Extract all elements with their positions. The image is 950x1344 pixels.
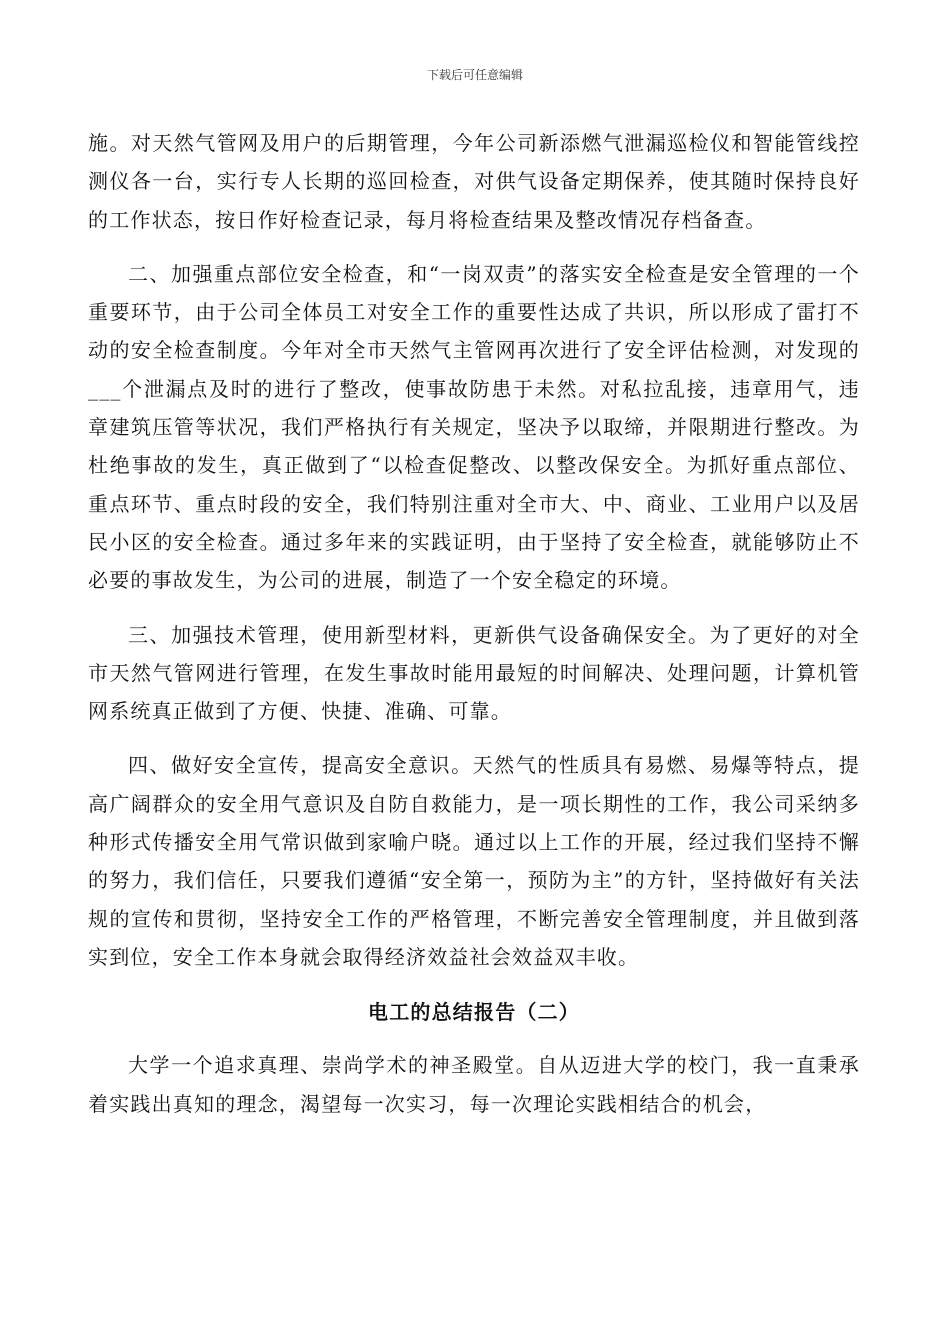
paragraph-inspection: 二、加强重点部位安全检查，和“一岗双责”的落实安全检查是安全管理的一个重要环节，由于公司全体员工对安全工作的重要性达成了共识，所以形成了雷打不动的安全检查制度。今年对全市天然气主管网再次进行了安全评估检测，对发现的___个泄漏点及时的进行了整改，使事故防患于未然。对私拉乱接，违章用气，违章建筑压管等状况，我们严格执行有关规定，坚决予以取缔，并限期进行整改。为杜绝事故的发生，真正做到了“以检查促整改、以整改保安全。为抓好重点部位、重点环节、重点时段的安全，我们特别注重对全市大、中、商业、工业用户以及居民小区的安全检查。通过多年来的实践证明，由于坚持了安全检查，就能够防止不必要的事故发生，为公司的进展，制造了一个安全稳定的环境。	[88, 261, 860, 593]
paragraph-continuation: 施。对天然气管网及用户的后期管理，今年公司新添燃气泄漏巡检仪和智能管线控测仪各一台，实行专人长期的巡回检查，对供气设备定期保养，使其随时保持良好的工作状态，按日作好检查记录，每月将检查结果及整改情况存档备查。	[88, 131, 860, 232]
paragraph-technology: 三、加强技术管理，使用新型材料，更新供气设备确保安全。为了更好的对全市天然气管网进行管理，在发生事故时能用最短的时间解决、处理问题，计算机管网系统真正做到了方便、快捷、准确、可靠。	[88, 622, 860, 724]
paragraph-intro: 大学一个追求真理、崇尚学术的神圣殿堂。自从迈进大学的校门，我一直秉承着实践出真知的理念，渴望每一次实习，每一次理论实践相结合的机会，	[88, 1053, 860, 1116]
paragraph-publicity: 四、做好安全宣传，提高安全意识。天然气的性质具有易燃、易爆等特点，提高广阔群众的安全用气意识及自防自救能力，是一项长期性的工作，我公司采纳多种形式传播安全用气常识做到家喻户晓。通过以上工作的开展，经过我们坚持不懈的努力，我们信任，只要我们遵循“安全第一，预防为主”的方针，坚持做好有关法规的宣传和贯彻，坚持安全工作的严格管理，不断完善安全管理制度，并且做到落实到位，安全工作本身就会取得经济效益社会效益双丰收。	[88, 753, 860, 969]
document-body	[88, 124, 860, 1123]
header-note: 下载后可任意编辑	[426, 68, 523, 82]
section-title: 电工的总结报告（二）	[368, 1000, 580, 1025]
